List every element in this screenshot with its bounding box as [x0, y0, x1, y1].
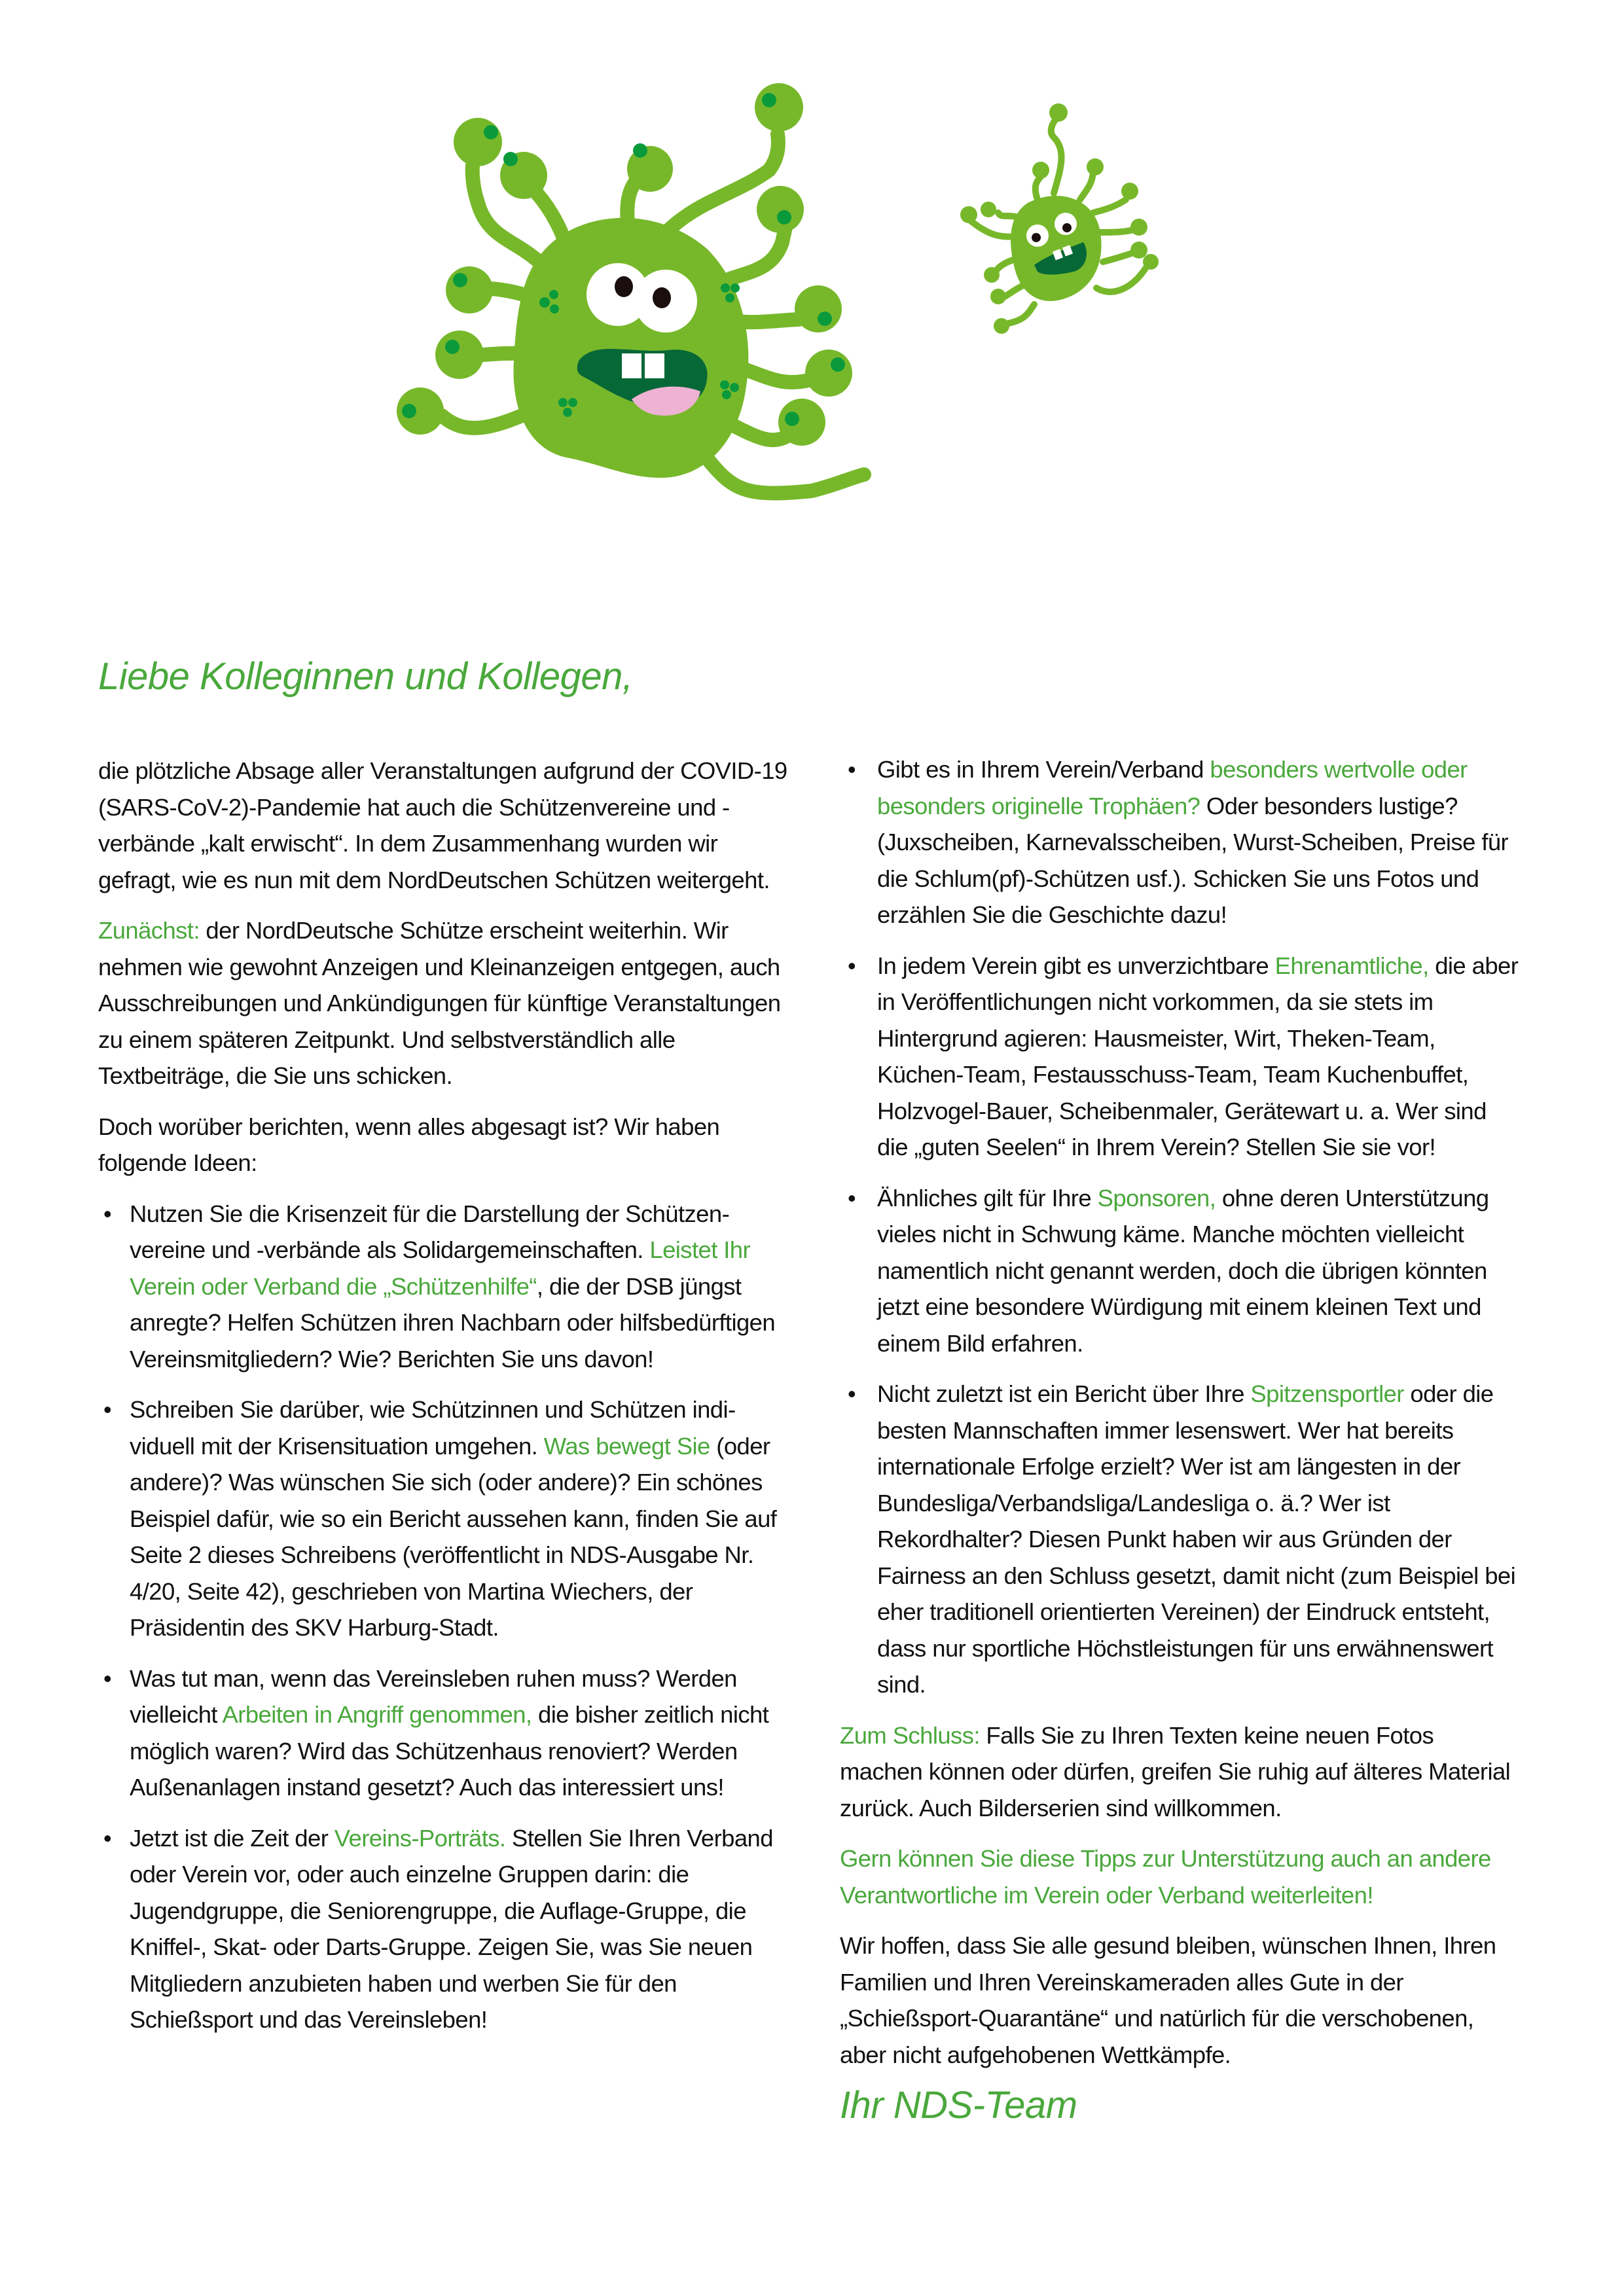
- highlight-text: Sponsoren,: [1097, 1184, 1216, 1211]
- highlight-text: Spitzensportler: [1250, 1380, 1404, 1407]
- signature: Ihr NDS-Team: [840, 2084, 1077, 2126]
- left-column: [98, 753, 792, 2053]
- list-item: • Schreiben Sie darüber, wie Schützinnen und Schützen individuell mit der Krisensituation umgehen. Was bewegt Sie (oder andere)? Was wünschen Sie sich (oder andere)? Ein schönes Beispiel dafür, wie so ein Bericht aussehen kann, finden Sie auf Seite 2 dieses Schreibens (veröffentlicht in NDS-Ausgabe Nr. 4/20, Seite 42), geschrieben von Martina Wiechers, der Präsidentin des SKV Harburg-Stadt.: [98, 1391, 792, 1646]
- intro-paragraph: die plötzliche Absage aller Veranstaltungen aufgrund der COVID-19 (SARS-CoV-2)-Pandemie hat auch die Schützenvereine und -verbände „kalt erwischt“. In dem Zusammenhang wurden wir gefragt, wie es nun mit dem NordDeutschen Schützen weitergeht.: [98, 757, 787, 893]
- continuation-paragraph: [98, 912, 792, 1094]
- highlight-text: Vereins-Porträts.: [334, 1824, 506, 1852]
- first-text: der NordDeutsche Schütze erscheint weiterhin. Wir nehmen wie gewohnt Anzeigen und Kleinanzeigen entgegen, auch Ausschreibungen und Ankündigungen für künftige Veranstaltungen zu einem späteren Zeitpunkt. Und selbstverständlich alle Textbeiträge, die Sie uns schicken.: [98, 917, 781, 1089]
- list-item: • Jetzt ist die Zeit der Vereins-Porträts. Stellen Sie Ihren Verband oder Verein vor, oder auch einzelne Gruppen darin: die Jugendgruppe, die Seniorengruppe, die Auflage-Gruppe, die Kniffel-, Skat- oder Darts-Gruppe. Zeigen Sie, was Sie neuen Mitgliedern anzubieten haben und werben Sie für den Schießsport und das Vereinsleben!: [98, 1820, 792, 2038]
- right-column: [840, 751, 1521, 2138]
- bullet-icon: •: [103, 1664, 112, 1692]
- ideas-list-right: [840, 751, 1521, 1703]
- list-item: • Was tut man, wenn das Vereinsleben ruhen muss? Werden vielleicht Arbeiten in Angriff genommen, die bisher zeitlich nicht möglich waren? Wird das Schützenhaus renoviert? Werden Außenanlagen instand gesetzt? Auch das interessiert uns!: [98, 1660, 792, 1806]
- virus-illustration: [380, 72, 1244, 615]
- highlight-text: Arbeiten in Angriff genommen,: [222, 1701, 532, 1728]
- list-item: • Ähnliches gilt für Ihre Sponsoren, ohne deren Unterstützung vieles nicht in Schwung käme. Manche möchten vielleicht namentlich nicht genannt werden, doch die übrigen könnten jetzt eine besondere Würdigung mit einem kleinen Text und einem Bild erfahren.: [840, 1180, 1521, 1362]
- closing-text: Falls Sie zu Ihren Texten keine neuen Fotos machen können oder dürfen, greifen Sie ruhig auf älteres Material zurück. Auch Bilderserien sind willkommen.: [840, 1721, 1511, 1821]
- wishes-paragraph: Wir hoffen, dass Sie alle gesund bleiben, wünschen Ihnen, Ihren Familien und Ihren Vereinskameraden alles Gute in der „Schießsport-Quarantäne“ und natürlich für die verschobenen, aber nicht aufgehobenen Wettkämpfe.: [840, 1932, 1496, 2068]
- ideas-list-left: [98, 1196, 792, 2038]
- bullet-icon: •: [848, 1380, 856, 1407]
- highlight-text: Ehrenamtliche,: [1274, 952, 1429, 979]
- bullet-icon: •: [103, 1200, 112, 1227]
- closing-lead: Zum Schluss:: [840, 1721, 980, 1749]
- highlight-text: besonders wertvolle oder besonders originelle Trophäen?: [877, 756, 1468, 819]
- greeting-heading: Liebe Kolleginnen und Kollegen,: [98, 655, 633, 698]
- list-item: • Nicht zuletzt ist ein Bericht über Ihre Spitzensportler oder die besten Mannschaften immer lesenswert. Wer hat bereits internationale Erfolge erzielt? Wer ist am längesten in der Bundesliga/Verbandsliga/Landesliga o. ä.? Wer ist Rekordhalter? Diesen Punkt haben wir aus Gründen der Fairness an den Schluss gesetzt, damit nicht (zum Beispiel bei eher traditionell orientierten Vereinen) der Eindruck entsteht, dass nur sportliche Höchstleistungen für uns erwähnenswert sind.: [840, 1376, 1521, 1703]
- bullet-icon: •: [848, 1184, 856, 1211]
- list-item: • Gibt es in Ihrem Verein/Verband besonders wertvolle oder besonders originelle Trophäen? Oder besonders lustige? (Juxscheiben, Karnevalsscheiben, Wurst-Scheiben, Preise für die Schlum(pf)-Schützen usf.). Schicken Sie uns Fotos und erzählen Sie die Geschichte dazu!: [840, 751, 1521, 933]
- bullet-icon: •: [848, 952, 856, 979]
- highlight-text: Leistet Ihr Verein oder Verband die „Schützenhilfe“: [130, 1236, 751, 1300]
- highlight-text: Was bewegt Sie: [543, 1432, 710, 1460]
- bullet-icon: •: [103, 1396, 112, 1423]
- ideas-question: Doch worüber berichten, wenn alles abgesagt ist? Wir haben folgende Ideen:: [98, 1113, 720, 1176]
- share-note: Gern können Sie diese Tipps zur Unterstützung auch an andere Verantwortliche im Verein oder Verband weiterleiten!: [840, 1845, 1491, 1909]
- list-item: • In jedem Verein gibt es unverzichtbare Ehrenamtliche, die aber in Veröffentlichungen nicht vorkommen, da sie stets im Hintergrund agieren: Hausmeister, Wirt, Theken-Team, Küchen-Team, Festausschuss-Team, Team Kuchenbuffet, Holzvogel-Bauer, Scheibenmaler, Gerätewart u. a. Wer sind die „guten Seelen“ in Ihrem Verein? Stellen Sie sie vor!: [840, 948, 1521, 1166]
- first-lead: Zunächst:: [98, 917, 200, 944]
- bullet-icon: •: [848, 756, 856, 783]
- bullet-icon: •: [103, 1824, 112, 1852]
- list-item: • Nutzen Sie die Krisenzeit für die Darstellung der Schützenvereine und -verbände als Solidargemeinschaften. Leistet Ihr Verein oder Verband die „Schützenhilfe“, die der DSB jüngst anregte? Helfen Schützen ihren Nachbarn oder hilfsbedürftigen Vereinsmitgliedern? Wie? Berichten Sie uns davon!: [98, 1196, 792, 1378]
- virus-small: [960, 103, 1159, 334]
- closing-paragraph: [840, 1717, 1521, 1827]
